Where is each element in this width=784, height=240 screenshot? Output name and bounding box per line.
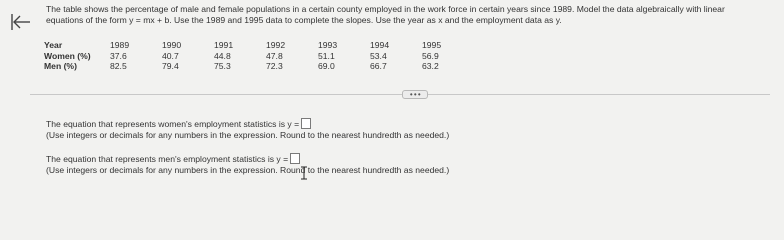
table-header-cell: 1995 [422,40,442,50]
table-cell: 66.7 [370,61,387,71]
section-divider [30,94,770,95]
table-header-cell: 1991 [214,40,234,50]
table-header-cell: 1994 [370,40,390,50]
table-cell: 56.9 [422,50,439,61]
question-women [46,118,311,130]
table-header-cell: 1993 [318,40,338,50]
question-women-prompt: The equation that represents women's employment statistics is y = [46,119,300,129]
table-cell: 40.7 [162,50,179,61]
table-cell: 63.2 [422,61,439,71]
women-equation-answer-box[interactable] [301,118,311,129]
row-label: Women (%) [44,50,91,61]
table-cell: 53.4 [370,50,387,61]
table-cell: 75.3 [214,61,231,71]
table-cell: 82.5 [110,61,127,71]
table-cell: 72.3 [266,61,283,71]
table-cell: 79.4 [162,61,179,71]
question-men [46,153,300,165]
table-header-cell: 1992 [266,40,286,50]
table-header-cell: 1990 [162,40,182,50]
table-header-cell: Year [44,40,63,50]
table-cell: 44.8 [214,50,231,61]
row-label: Men (%) [44,61,77,71]
table-row-women [44,51,472,62]
men-equation-answer-box[interactable] [290,153,300,164]
table-header-row [44,40,472,51]
back-arrow-icon[interactable] [8,12,32,32]
table-cell: 47.8 [266,50,283,61]
problem-statement [46,4,776,26]
table-cell: 37.6 [110,50,127,61]
table-cell: 51.1 [318,50,335,61]
expand-more-button[interactable]: • • • [402,90,428,99]
question-men-hint: (Use integers or decimals for any numbers in the expression. Round to the nearest hundredth as needed.) [46,165,450,175]
table-cell: 69.0 [318,61,335,71]
question-men-prompt: The equation that represents men's employment statistics is y = [46,154,289,164]
table-header-cell: 1989 [110,40,130,50]
question-women-hint: (Use integers or decimals for any numbers in the expression. Round to the nearest hundredth as needed.) [46,130,450,140]
text-cursor-icon [300,166,308,180]
problem-text-line-2: equations of the form y = mx + b. Use the 1989 and 1995 data to complete the slopes. Use the year as x and the employment data as y. [46,15,562,25]
problem-text-line-1: The table shows the percentage of male and female populations in a certain county employed in the work force in certain years since 1989. Model the data algebraically with linear [46,4,725,14]
employment-data-table [44,40,472,72]
table-row-men [44,61,472,72]
